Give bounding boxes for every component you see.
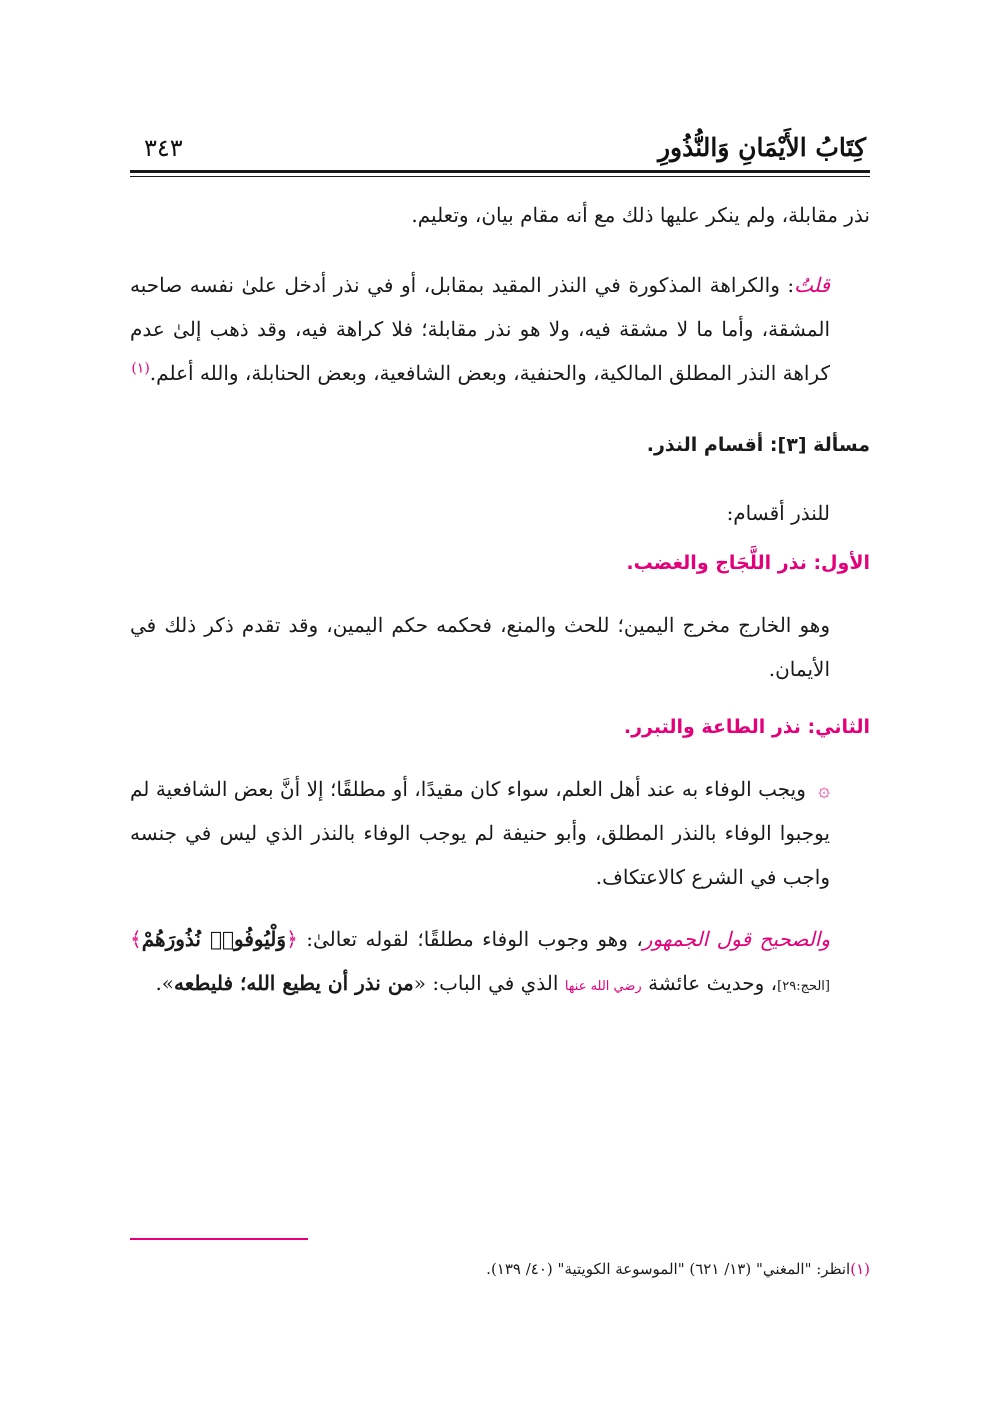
header-rule (130, 170, 870, 177)
masala-heading (130, 423, 870, 467)
sahih-mid: ، وهو وجوب الوفاء مطلقًا؛ لقوله تعالىٰ: (297, 927, 643, 951)
hadith-mid: الذي في الباب: « (413, 971, 565, 995)
page-number: ٣٤٣ (144, 134, 183, 162)
page-body (130, 193, 870, 1009)
second-type-text: ويجب الوفاء به عند أهل العلم، سواء كان مقيدًا، أو مطلقًا؛ إلا أنَّ بعض الشافعية لم يوجبوا الوفاء بالنذر المطلق، وأبو حنيفة لم يوجب الوفاء بالنذر الذي ليس في جنسه واجب في الشرع كالاعتكاف. (130, 777, 830, 889)
sahih-paragraph (130, 917, 870, 1009)
footnote-rule (130, 1238, 308, 1240)
hadith-text: من نذر أن يطيع الله؛ فليطعه (174, 971, 414, 995)
hadith-intro: ، وحديث عائشة (641, 971, 778, 995)
heading-first-type: الأول: نذر اللَّجَاج والغضب. (626, 552, 870, 574)
footnote-marker: (١) (850, 1260, 870, 1278)
footnote-text: انظر: "المغني" (١٣/ ٦٢١) "الموسوعة الكويتية" (٤٠/ ١٣٩). (486, 1260, 851, 1278)
intro-line: للنذر أقسام: (726, 501, 830, 525)
first-type-body: وهو الخارج مخرج اليمين؛ للحث والمنع، فحكمه حكم اليمين، وقد تقدم ذكر ذلك في الأيمان. (130, 613, 830, 681)
masala-label: مسألة [٣]: (769, 434, 870, 456)
footnote (130, 1256, 870, 1282)
second-type-body (130, 767, 870, 899)
footnote-ref-marker[interactable]: (١) (131, 360, 150, 377)
flower-ornament-icon: ۞ (818, 777, 830, 801)
sahih-label: والصحيح قول الجمهور (642, 927, 831, 951)
masala-title: أقسام النذر. (646, 434, 770, 456)
qult-label: قلتُ (794, 273, 830, 297)
verse-reference: [الحج:٢٩] (777, 979, 830, 994)
running-title: كِتَابُ الأَيْمَانِ وَالنُّذُورِ (657, 133, 866, 162)
honorific-glyph: رضي الله عنها (564, 979, 642, 994)
hadith-close: ». (155, 971, 175, 995)
heading-second-type: الثاني: نذر الطاعة والتبرر. (623, 716, 870, 738)
qult-paragraph (130, 263, 870, 395)
running-header (130, 110, 870, 162)
book-page (130, 110, 870, 1310)
verse-close-bracket: ﴾ (130, 927, 142, 951)
verse-open-bracket: ﴿ (286, 927, 298, 951)
continued-paragraph: نذر مقابلة، ولم ينكر عليها ذلك مع أنه مقام بيان، وتعليم. (411, 203, 870, 227)
qult-text: : والكراهة المذكورة في النذر المقيد بمقابل، أو في نذر أدخل علىٰ نفسه صاحبه المشقة، وأما ما لا مشقة فيه، ولا هو نذر مقابلة؛ فلا كراهة فيه، وقد ذهب إلىٰ عدم كراهة النذر المطلق المالكية، والحنفية، وبعض الشافعية، وبعض الحنابلة، والله أعلم. (130, 273, 830, 385)
quran-verse: وَلْيُوفُوا۟ نُذُورَهُمْ (141, 927, 287, 951)
